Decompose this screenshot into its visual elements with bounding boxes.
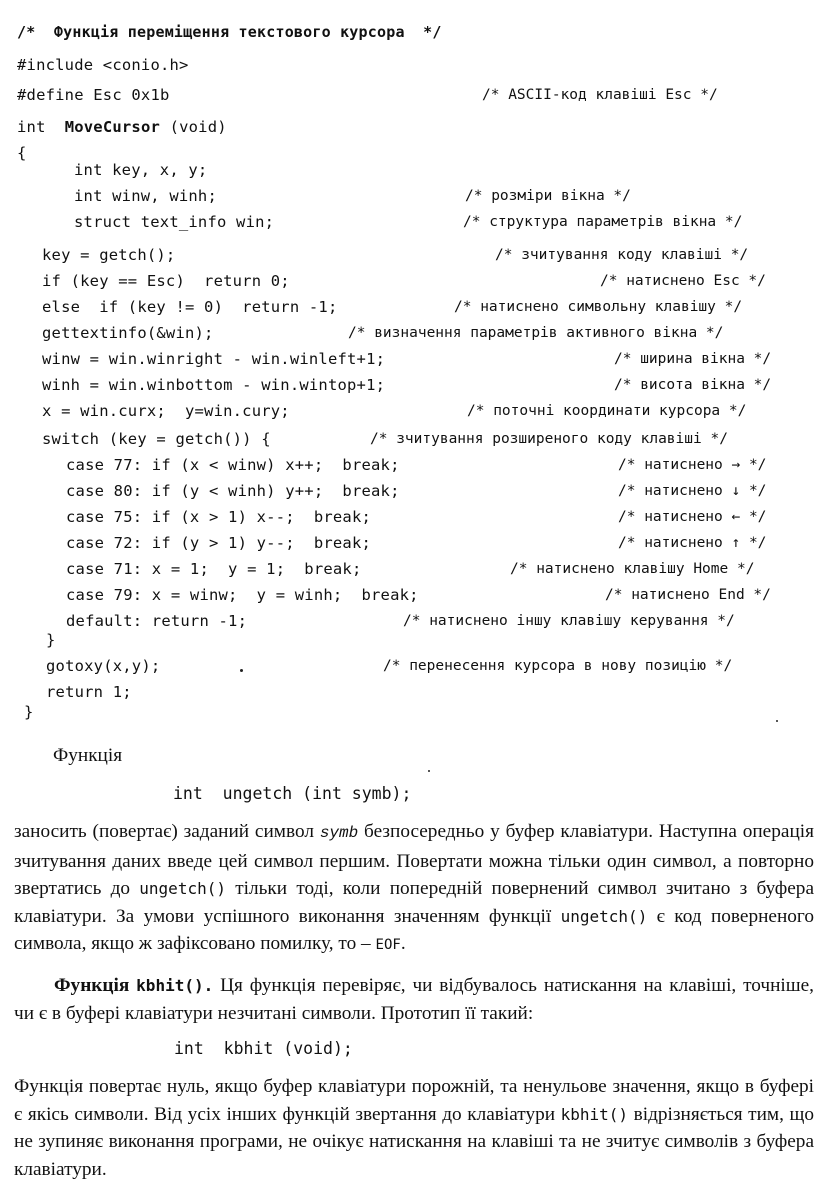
code-line-winh: winh = win.winbottom - win.wintop+1;: [42, 376, 386, 394]
code-case-77: case 77: if (x < winw) x++; break;: [66, 456, 400, 474]
code-line-switch-comment: /* зчитування розширеного коду клавіші */: [370, 431, 728, 447]
code-close-switch: }: [46, 631, 56, 649]
code-case-80: case 80: if (y < winh) y++; break;: [66, 482, 400, 500]
code-line-gettextinfo: gettextinfo(&win);: [42, 324, 214, 342]
code-default: default: return -1;: [66, 612, 248, 630]
inline-code-kbhit: kbhit(): [560, 1104, 629, 1124]
code-case-71: case 71: x = 1; y = 1; break;: [66, 560, 362, 578]
code-line-xy-comment: /* поточні координати курсора */: [467, 403, 747, 419]
code-case-77-comment: /* натиснено → */: [618, 457, 767, 473]
code-line-esc-comment: /* натиснено Esc */: [600, 273, 766, 289]
code-case-75: case 75: if (x > 1) x--; break;: [66, 508, 372, 526]
paragraph-kbhit-desc: Функція повертає нуль, якщо буфер клавіатури порожній, та ненульове значення, якщо в буфері є якісь символи. Від усіх інших функцій звертання до клавіатури kbhit() відрізняється тим, що не зупиняє виконання програми, не очікує натискання на клавіші та не зчитує символів з буфера клавіатури.: [14, 1076, 814, 1180]
code-decl-2-comment: /* розміри вікна */: [465, 188, 631, 204]
inline-code-eof: EOF: [375, 937, 401, 953]
code-default-comment: /* натиснено іншу клавішу керування */: [403, 613, 735, 629]
kbhit-prototype: int kbhit (void);: [174, 1039, 353, 1058]
code-case-71-comment: /* натиснено клавішу Home */: [510, 561, 755, 577]
code-decl-3-comment: /* структура параметрів вікна */: [463, 214, 743, 230]
signature-type: int: [17, 118, 46, 136]
code-signature: [17, 117, 227, 137]
paragraph-ungetch: заносить (повертає) заданий символ symb безпосередньо у буфер клавіатури. Наступна операція зчитування даних введе цей символ першим. Повертати можна тільки один символ, а повторно звертатись до ungetch() тільки тоді, коли попередній повернений символ зчитано з буфера клавіатури. За умови успішного виконання значенням функції ungetch() є код поверненого символа, якщо ж зафіксовано помилку, то – EOF.: [14, 821, 815, 954]
code-case-75-comment: /* натиснено ← */: [618, 509, 767, 525]
signature-name: MoveCursor: [64, 118, 161, 136]
code-case-72-comment: /* натиснено ↑ */: [618, 535, 767, 551]
ungetch-prototype: int ungetch (int symb);: [173, 784, 412, 803]
code-case-79: case 79: x = winw; y = winh; break;: [66, 586, 419, 604]
code-line-esc: if (key == Esc) return 0;: [42, 272, 290, 290]
code-line-getch: key = getch();: [42, 246, 176, 264]
code-line-else: else if (key != 0) return -1;: [42, 298, 338, 316]
code-line-winw-comment: /* ширина вікна */: [614, 351, 772, 367]
code-line-gotoxy-comment: /* перенесення курсора в нову позицію */: [383, 658, 733, 674]
code-close-brace: }: [24, 703, 34, 721]
code-decl-2: int winw, winh;: [74, 187, 217, 205]
code-line-winw: winw = win.winright - win.winleft+1;: [42, 350, 386, 368]
code-line-winh-comment: /* висота вікна */: [614, 377, 772, 393]
param-symb: symb: [319, 824, 359, 842]
kbhit-heading-word: Функція: [54, 975, 137, 996]
code-open-brace: {: [17, 144, 27, 162]
code-case-80-comment: /* натиснено ↓ */: [618, 483, 767, 499]
code-line-else-comment: /* натиснено символьну клавішу */: [454, 299, 743, 315]
code-line-getch-comment: /* зчитування коду клавіші */: [495, 247, 749, 263]
inline-code-ungetch: ungetch(): [560, 906, 648, 926]
scan-speck: [240, 669, 243, 672]
code-line-gettextinfo-comment: /* визначення параметрів активного вікна */: [348, 325, 724, 341]
code-line-return: return 1;: [46, 683, 132, 701]
signature-args: (void): [169, 118, 227, 136]
code-include: #include <conio.h>: [17, 56, 189, 74]
scan-speck: [428, 770, 430, 772]
code-line-xy: x = win.curx; y=win.cury;: [42, 402, 290, 420]
paragraph-kbhit-intro: Функція kbhit(). Ця функція перевіряє, чи відбувалось натискання на клавіші, точніше, чи є в буфері клавіатури незчитані символи. Прототип її такий:: [14, 975, 815, 1024]
code-decl-1: int key, x, y;: [74, 161, 208, 179]
kbhit-heading-code: kbhit().: [136, 976, 214, 995]
code-case-79-comment: /* натиснено End */: [605, 587, 771, 603]
code-line-switch: switch (key = getch()) {: [42, 430, 271, 448]
code-line-gotoxy: gotoxy(x,y);: [46, 657, 161, 675]
code-title-comment: /* Функція переміщення текстового курсора */: [17, 23, 442, 41]
code-define-comment: /* ASCII-код клавіші Esc */: [482, 87, 718, 103]
inline-code-ungetch: ungetch(): [139, 879, 226, 898]
code-define: #define Esc 0x1b: [17, 86, 170, 104]
scan-speck: [776, 720, 778, 722]
function-label: Функція: [53, 745, 123, 766]
code-case-72: case 72: if (y > 1) y--; break;: [66, 534, 372, 552]
code-decl-3: struct text_info win;: [74, 213, 275, 231]
